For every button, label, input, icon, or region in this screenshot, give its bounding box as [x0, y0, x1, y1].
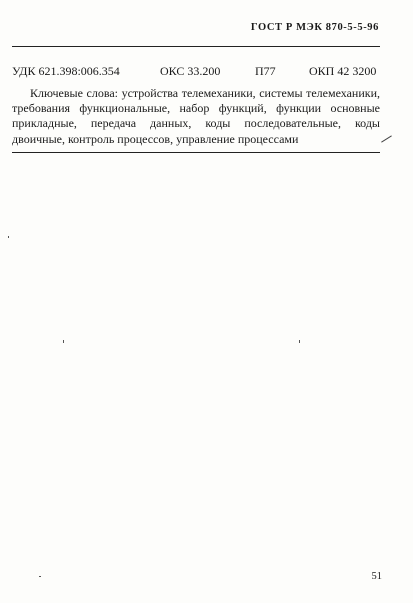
margin-mark [381, 135, 392, 142]
bottom-divider [12, 152, 380, 153]
page-number: 51 [371, 571, 382, 582]
scan-speck [8, 236, 9, 238]
group-code: П77 [255, 64, 276, 78]
oks-code: ОКС 33.200 [160, 64, 221, 78]
standard-code: ГОСТ Р МЭК 870-5-5-96 [250, 22, 379, 33]
scan-speck [299, 340, 300, 343]
scan-speck [39, 576, 41, 577]
top-divider [12, 46, 380, 47]
okp-code: ОКП 42 3200 [309, 64, 377, 78]
udk-code: УДК 621.398:006.354 [12, 64, 120, 78]
keywords-paragraph: Ключевые слова: устройства телемеханики, системы телемеханики, требования функциональные, набор функций, функции основные прикладные, передача данных, коды последовательные, коды двоичные, контроль процессов, управление процессами [12, 86, 380, 146]
scan-speck [63, 340, 64, 343]
